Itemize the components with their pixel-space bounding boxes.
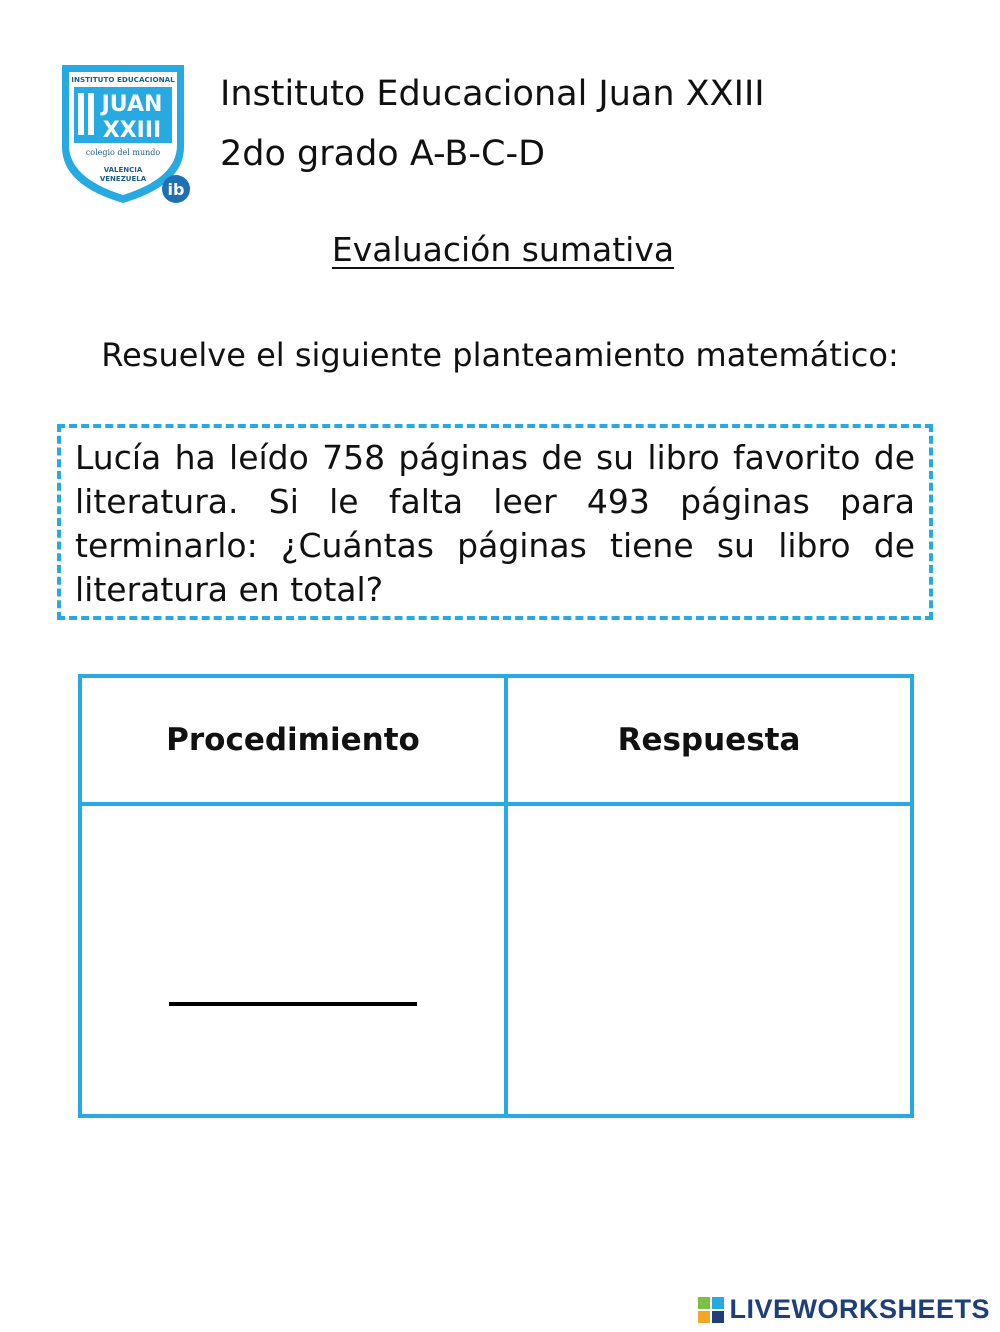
problem-box [57, 424, 933, 620]
instruction-text: Resuelve el siguiente planteamiento matemático: [101, 336, 899, 374]
logo-location-line1: VALENCIA [103, 166, 143, 174]
table-header-row [80, 676, 912, 804]
school-name: Instituto Educacional Juan XXIII [220, 74, 765, 114]
logo-badge-text: ib [167, 180, 185, 199]
liveworksheets-logo-icon [697, 1296, 725, 1324]
logo-name-line2: XXIII [102, 118, 162, 143]
answer-header: Respuesta [506, 676, 912, 804]
logo-name-line1: JUAN [101, 92, 163, 117]
procedure-header: Procedimiento [80, 676, 506, 804]
answer-cell[interactable] [506, 804, 912, 1116]
problem-text: Lucía ha leído 758 páginas de su libro favorito de literatura. Si le falta leer 493 páginas para terminarlo: ¿Cuántas páginas tiene su libro de literatura en total? [75, 438, 915, 609]
school-logo [52, 55, 194, 207]
brand-text: LIVEWORKSHEETS [729, 1294, 990, 1324]
procedure-cell[interactable] [80, 804, 506, 1116]
page-title: Evaluación sumativa [331, 230, 675, 269]
grade-label: 2do grado A-B-C-D [220, 134, 546, 174]
logo-location-line2: VENEZUELA [99, 175, 147, 183]
footer-brand[interactable] [697, 1294, 990, 1325]
procedure-answer-line [169, 1002, 417, 1006]
logo-tagline: colegio del mundo [85, 148, 161, 157]
table-body-row [80, 804, 912, 1116]
logo-top-text: INSTITUTO EDUCACIONAL [71, 75, 175, 84]
answer-table [78, 674, 914, 1118]
